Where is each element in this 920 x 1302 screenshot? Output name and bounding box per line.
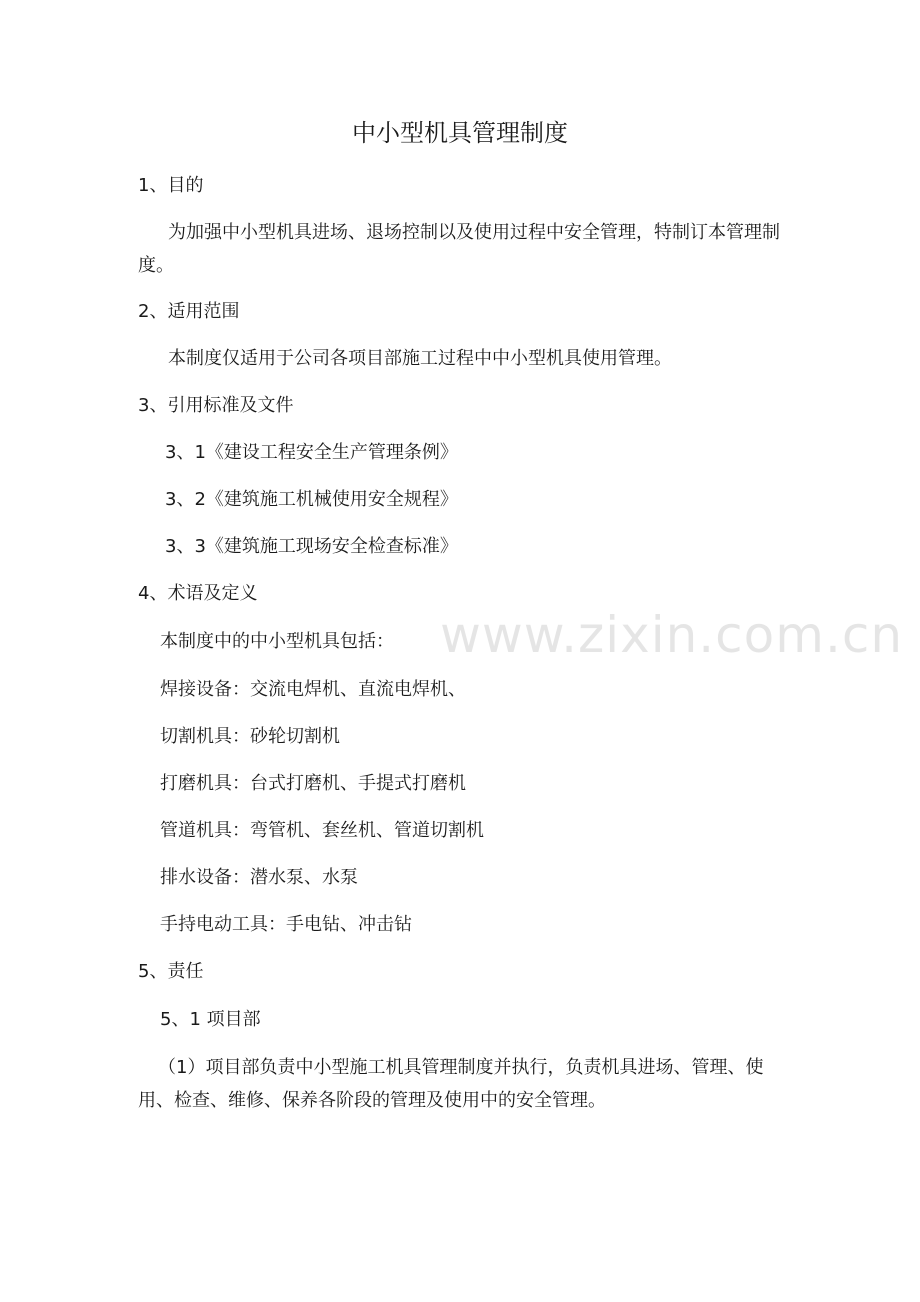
reference-item: 3、2《建筑施工机械使用安全规程》 bbox=[165, 489, 458, 510]
section-1-heading: 1、目的 bbox=[138, 175, 204, 196]
section-5-subheading: 5、1 项目部 bbox=[160, 1009, 261, 1030]
section-4-intro: 本制度中的中小型机具包括： bbox=[160, 631, 394, 652]
section-3-heading: 3、引用标准及文件 bbox=[138, 395, 294, 416]
equipment-item: 焊接设备：交流电焊机、直流电焊机、 bbox=[160, 679, 466, 700]
document-title: 中小型机具管理制度 bbox=[352, 119, 568, 147]
equipment-item: 切割机具：砂轮切割机 bbox=[160, 726, 340, 747]
equipment-item: 管道机具：弯管机、套丝机、管道切割机 bbox=[160, 820, 484, 841]
section-1-body: 为加强中小型机具进场、退场控制以及使用过程中安全管理，特制订本管理制度。 bbox=[138, 222, 780, 276]
reference-item: 3、1《建设工程安全生产管理条例》 bbox=[165, 442, 458, 463]
section-5-body: （1）项目部负责中小型施工机具管理制度并执行，负责机具进场、管理、使用、检查、维修、保养各阶段的管理及使用中的安全管理。 bbox=[138, 1057, 764, 1111]
equipment-item: 手持电动工具：手电钻、冲击钻 bbox=[160, 914, 412, 935]
equipment-item: 排水设备：潜水泵、水泵 bbox=[160, 867, 358, 888]
section-5-heading: 5、责任 bbox=[138, 961, 204, 982]
section-2-heading: 2、适用范围 bbox=[138, 301, 240, 322]
section-4-heading: 4、术语及定义 bbox=[138, 583, 258, 604]
reference-item: 3、3《建筑施工现场安全检查标准》 bbox=[165, 536, 458, 557]
equipment-item: 打磨机具：台式打磨机、手提式打磨机 bbox=[160, 773, 466, 794]
watermark: www.zixin.com.cn bbox=[440, 606, 904, 664]
section-2-body: 本制度仅适用于公司各项目部施工过程中中小型机具使用管理。 bbox=[168, 348, 672, 369]
